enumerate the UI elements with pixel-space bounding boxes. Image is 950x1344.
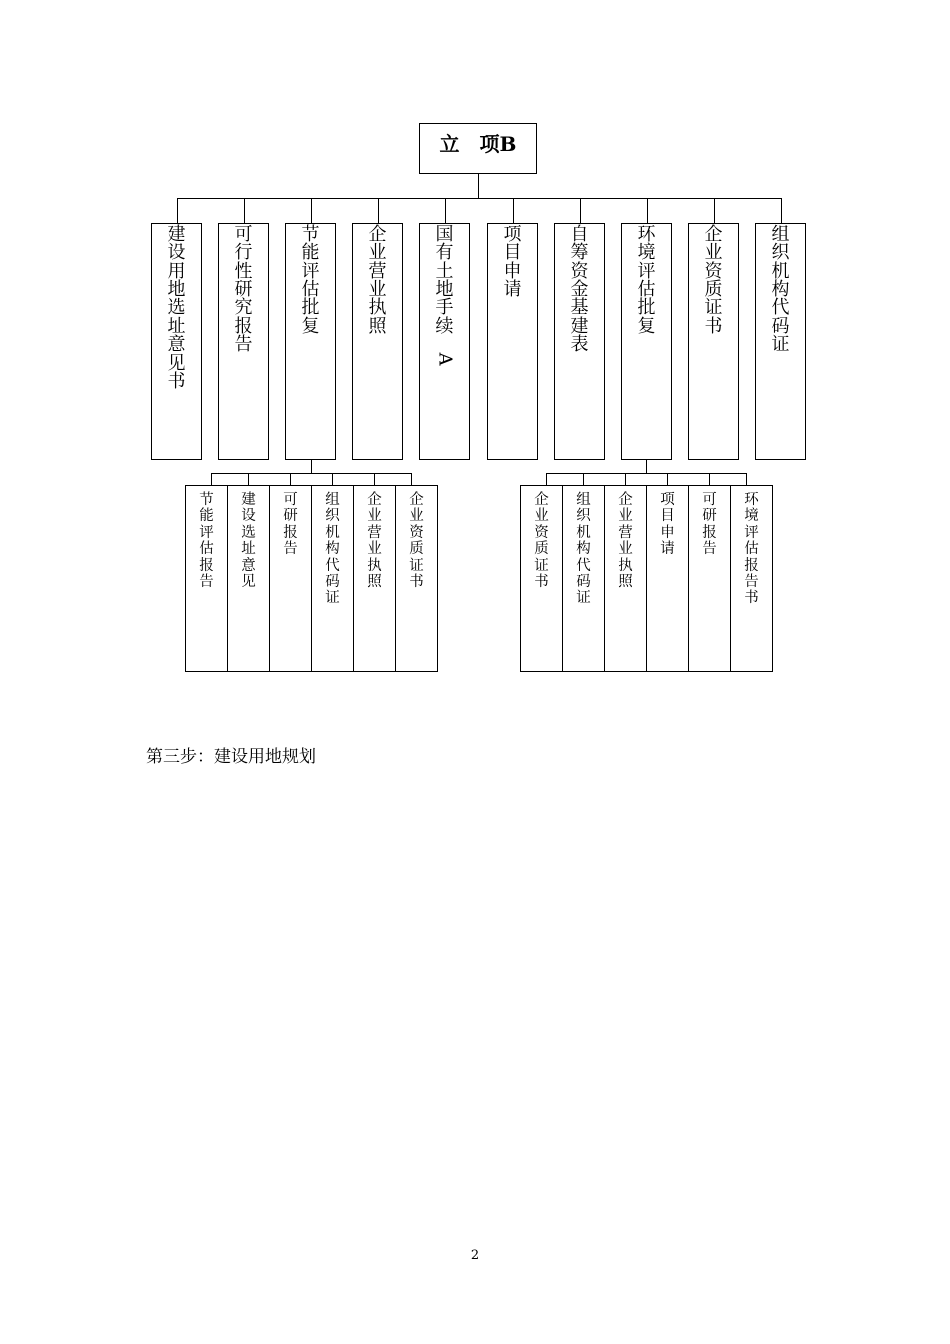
level2-left-drop-line [332,473,333,485]
label-char: 能 [301,242,320,264]
label-char: 业 [409,508,424,525]
level2-right-drop-line [667,473,668,485]
node-label [689,224,738,336]
level2-left-node [353,485,396,672]
root-node-box [419,123,537,174]
label-char: 意 [167,334,186,356]
label-char: 企 [409,492,424,508]
label-char: 手 [435,297,454,319]
node-label [731,486,772,607]
label-char: 国 [435,224,454,245]
label-char: 资 [704,260,723,282]
node-label [622,224,671,336]
label-char: 机 [771,260,790,282]
label-char: 节 [301,224,320,245]
level2-right-node [688,485,731,672]
label-char: 设 [167,242,186,264]
label-char: 自 [570,224,589,245]
label-char: 有 [435,242,454,264]
label-char: 照 [618,573,633,590]
root-node-label: 立 项B [439,132,517,156]
node-label [152,224,201,391]
node-label [354,486,395,590]
level2-left-node [185,485,228,672]
label-char: 业 [704,242,723,264]
label-char: 证 [576,590,591,607]
label-char: 见 [167,352,186,374]
label-char: 复 [301,315,320,337]
label-char: 书 [167,370,186,392]
label-char: 环 [637,224,656,245]
label-char: 企 [534,492,549,508]
step-heading: 第三步：建设用地规划 [146,747,316,767]
label-char: 业 [367,541,382,558]
node-label [555,224,604,355]
label-char: 织 [576,508,591,525]
label-char: 执 [368,297,387,319]
label-char: 能 [199,508,214,525]
label-char: 证 [704,297,723,319]
label-char: 表 [570,334,589,356]
label-char: 书 [704,315,723,337]
label-char: 节 [199,492,214,508]
label-char: 研 [283,508,298,525]
label-char: 建 [570,315,589,337]
label-char: 机 [325,524,340,541]
level2-left-bus-line [211,473,412,474]
label-char: 可 [234,224,253,245]
label-char: 资 [534,524,549,541]
label-char: 企 [367,492,382,508]
label-char: 报 [234,315,253,337]
node-label [689,486,730,558]
node-label [228,486,269,590]
level1-node-a9 [688,223,739,460]
label-char: 业 [368,279,387,301]
node-label [420,224,469,369]
level2-left-node [311,485,354,672]
label-char: 境 [637,242,656,264]
label-char: 评 [744,524,759,541]
node-label [396,486,437,590]
node-label [563,486,604,607]
level1-node-a4 [352,223,403,460]
level2-right-drop-line [746,473,747,485]
label-char: 构 [576,541,591,558]
level1-node-a2 [218,223,269,460]
label-char: 筹 [570,242,589,264]
label-char: 证 [409,557,424,574]
label-char: 项 [660,492,675,508]
label-char: 业 [368,242,387,264]
level2-left-node [227,485,270,672]
label-char: 报 [199,557,214,574]
label-char: 码 [325,573,340,590]
label-char: 照 [367,573,382,590]
label-char: 构 [325,541,340,558]
label-char: 报 [283,524,298,541]
level2-left-drop-line [248,473,249,485]
label-char: 照 [368,315,387,337]
label-char: 址 [241,541,256,558]
label-char: 性 [234,260,253,282]
level1-node-a10 [755,223,806,460]
level1-node-a8 [621,223,672,460]
level1-drop-line [378,198,379,223]
label-char: 评 [301,260,320,282]
label-char: 码 [576,573,591,590]
level1-node-a5 [419,223,470,460]
level2-left-drop-line [290,473,291,485]
level1-drop-line [580,198,581,223]
level1-node-a7 [554,223,605,460]
node-label [521,486,562,590]
level1-node-a6 [487,223,538,460]
node-label [186,486,227,590]
label-char: 址 [167,315,186,337]
label-char: 基 [570,297,589,319]
label-char: 复 [637,315,656,337]
level2-right-drop-line [625,473,626,485]
label-char: 研 [702,508,717,525]
label-char: 组 [325,492,340,508]
node-label [270,486,311,558]
label-char: 估 [301,279,320,301]
label-char: 代 [576,557,591,574]
level1-drop-line [445,198,446,223]
node-label [605,486,646,590]
label-char: 报 [702,524,717,541]
label-char: 织 [771,242,790,264]
label-char: 业 [618,508,633,525]
level2-left-drop-line [374,473,375,485]
label-char: 告 [283,541,298,558]
label-char: 设 [241,508,256,525]
level1-drop-line [513,198,514,223]
level1-drop-line [244,198,245,223]
label-char: 书 [744,590,759,607]
label-char: 织 [325,508,340,525]
label-char: 告 [702,541,717,558]
label-char: 执 [618,557,633,574]
label-char: 可 [283,492,298,508]
level2-right-drop-line [709,473,710,485]
label-char: 代 [771,297,790,319]
level2-left-drop-line [411,473,412,485]
level2-left-node [269,485,312,672]
label-char: 质 [409,541,424,558]
label-char: 研 [234,279,253,301]
label-char: 机 [576,524,591,541]
label-char: 见 [241,573,256,590]
label-char: 企 [704,224,723,245]
label-char: 代 [325,557,340,574]
level1-node-a1 [151,223,202,460]
label-char: 营 [618,524,633,541]
node-label [353,224,402,336]
label-char: 证 [771,334,790,356]
label-char: 请 [503,279,522,301]
level2-right-node [730,485,773,672]
label-char: 地 [435,279,454,301]
label-char: 码 [771,315,790,337]
label-char: 评 [637,260,656,282]
label-char: 选 [167,297,186,319]
node-label [756,224,805,355]
node-label [219,224,268,355]
level1-bus-line [177,198,781,199]
node-label [312,486,353,607]
node-label [286,224,335,336]
label-char: 土 [435,260,454,282]
label-char: 续 [435,315,454,337]
node-label [488,224,537,299]
label-char: 书 [534,573,549,590]
label-char: 报 [744,557,759,574]
level1-drop-line [714,198,715,223]
label-char: 境 [744,508,759,525]
level2-right-node [562,485,605,672]
label-char: 告 [234,334,253,356]
label-char: 地 [167,279,186,301]
label-char: 行 [234,242,253,264]
label-char: 评 [199,524,214,541]
label-char: 业 [534,508,549,525]
label-char: 书 [409,573,424,590]
label-char: 环 [744,492,759,508]
label-char: 估 [637,279,656,301]
label-char: 意 [241,557,256,574]
level2-right-drop-line [546,473,547,485]
label-char: 质 [534,541,549,558]
label-char: 告 [744,573,759,590]
level2-right-drop-line [583,473,584,485]
label-char: 请 [660,541,675,558]
level2-right-node [646,485,689,672]
label-char: 证 [325,590,340,607]
label-char: 业 [367,508,382,525]
label-char: 构 [771,279,790,301]
label-char: 申 [660,524,675,541]
label-char: 批 [637,297,656,319]
label-char: 申 [503,260,522,282]
label-char: 可 [702,492,717,508]
label-char: 业 [618,541,633,558]
level2-right-stem-line [646,460,647,473]
label-char: 营 [367,524,382,541]
level1-drop-line [311,198,312,223]
label-char: 建 [167,224,186,245]
label-char: 目 [660,508,675,525]
level2-left-node [395,485,438,672]
label-char: 组 [771,224,790,245]
label-char: 金 [570,279,589,301]
label-char: 用 [167,260,186,282]
label-char: 组 [576,492,591,508]
label-char: 估 [744,541,759,558]
label-char: 项 [503,224,522,245]
label-char: 选 [241,524,256,541]
node-label [647,486,688,558]
level1-node-a3 [285,223,336,460]
level2-right-bus-line [546,473,747,474]
page-number: 2 [470,1248,480,1263]
level2-left-stem-line [311,460,312,473]
label-char: 建 [241,492,256,508]
level2-right-node [520,485,563,672]
level1-drop-line [781,198,782,223]
label-char: 告 [199,573,214,590]
label-char: 估 [199,541,214,558]
label-char: 目 [503,242,522,264]
label-char: 批 [301,297,320,319]
node-suffix-label: A [434,352,456,366]
level1-drop-line [177,198,178,223]
label-char: 证 [534,557,549,574]
level2-left-drop-line [211,473,212,485]
label-char: 执 [367,557,382,574]
label-char: 营 [368,260,387,282]
label-char: 企 [618,492,633,508]
label-char: 究 [234,297,253,319]
label-char: 企 [368,224,387,245]
level2-right-node [604,485,647,672]
level1-drop-line [647,198,648,223]
label-char: 资 [409,524,424,541]
root-stem-line [478,174,479,199]
label-char: 质 [704,279,723,301]
label-char: 资 [570,260,589,282]
